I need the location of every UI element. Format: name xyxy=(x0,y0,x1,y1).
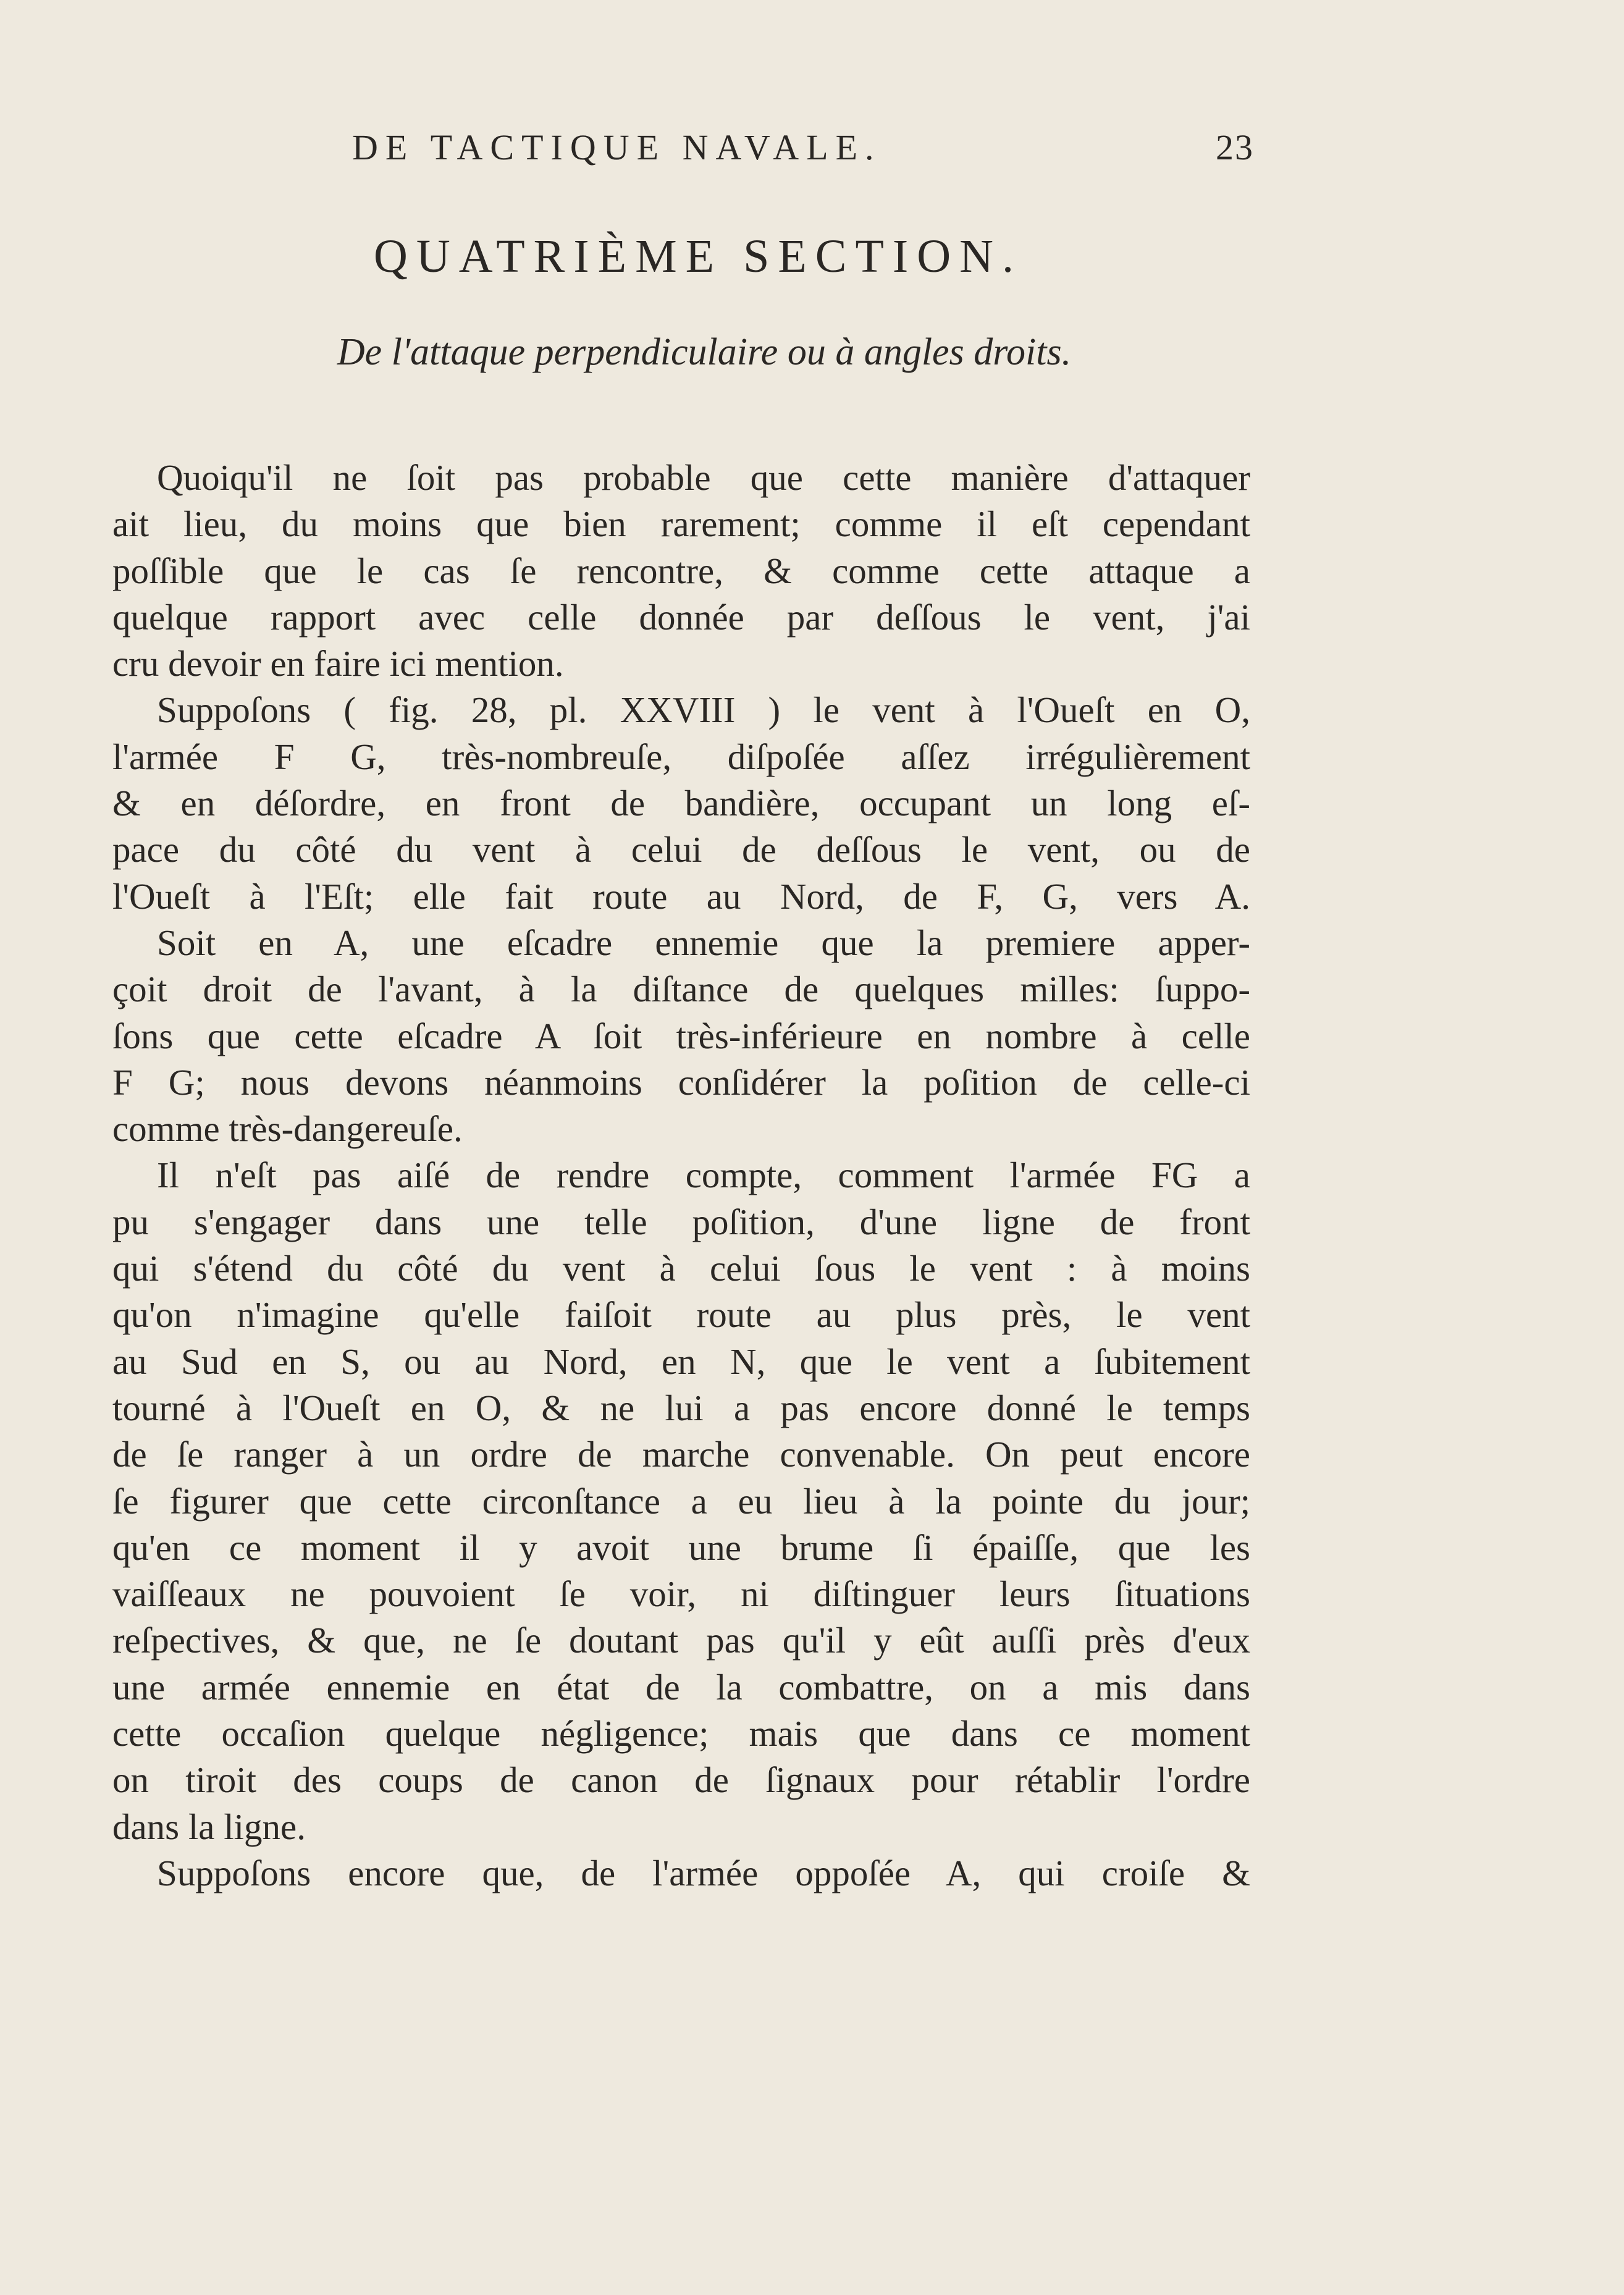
running-title: DE TACTIQUE NAVALE. xyxy=(352,127,881,167)
text-line: Soit en A, une eſcadre ennemie que la premiere apper- xyxy=(157,922,1250,963)
text-line: cru devoir en faire ici mention. xyxy=(112,643,564,684)
text-line: Il n'eſt pas aiſé de rendre compte, comment l'armée FG a xyxy=(157,1155,1250,1196)
text-line: F G; nous devons néanmoins conſidérer la poſition de celle-ci xyxy=(112,1061,1250,1103)
text-line: l'Oueſt à l'Eſt; elle fait route au Nord, de F, G, vers A. xyxy=(112,875,1250,917)
text-line: pace du côté du vent à celui de deſſous le vent, ou de xyxy=(112,829,1250,870)
text-line: qu'en ce moment il y avoit une brume ſi épaiſſe, que les xyxy=(112,1526,1250,1568)
page-number: 23 xyxy=(1216,127,1254,167)
section-subtitle: De l'attaque perpendiculaire ou à angles droits. xyxy=(337,331,1072,373)
text-line: qui s'étend du côté du vent à celui ſous le vent : à moins xyxy=(112,1248,1250,1289)
text-line: ſe figurer que cette circonſtance a eu lieu à la pointe du jour; xyxy=(112,1480,1250,1522)
text-line: Suppoſons encore que, de l'armée oppoſée A, qui croiſe & xyxy=(157,1852,1250,1893)
section-title: QUATRIÈME SECTION. xyxy=(374,230,1022,282)
body-text xyxy=(112,455,1250,1897)
text-line: de ſe ranger à un ordre de marche convenable. On peut encore xyxy=(112,1434,1250,1475)
text-line: une armée ennemie en état de la combattre, on a mis dans xyxy=(112,1666,1250,1708)
text-line: qu'on n'imagine qu'elle faiſoit route au plus près, le vent xyxy=(112,1294,1250,1336)
text-line: Suppoſons ( fig. 28, pl. XXVIII ) le vent à l'Oueſt en O, xyxy=(157,689,1250,731)
text-line: comme très-dangereuſe. xyxy=(112,1108,463,1150)
text-line: ſons que cette eſcadre A ſoit très-inférieure en nombre à celle xyxy=(112,1015,1250,1056)
text-line: cette occaſion quelque négligence; mais que dans ce moment xyxy=(112,1713,1250,1754)
text-line: poſſible que le cas ſe rencontre, & comme cette attaque a xyxy=(112,550,1250,591)
text-line: çoit droit de l'avant, à la diſtance de quelques milles: ſuppo- xyxy=(112,969,1250,1010)
text-line: quelque rapport avec celle donnée par deſſous le vent, j'ai xyxy=(112,596,1250,638)
text-line: vaiſſeaux ne pouvoient ſe voir, ni diſtinguer leurs ſituations xyxy=(112,1573,1250,1615)
text-line: ait lieu, du moins que bien rarement; comme il eſt cependant xyxy=(112,503,1250,545)
text-line: reſpectives, & que, ne ſe doutant pas qu'il y eût auſſi près d'eux xyxy=(112,1620,1250,1661)
text-line: l'armée F G, très-nombreuſe, diſpoſée aſſez irrégulièrement xyxy=(112,736,1250,777)
text-line: & en déſordre, en front de bandière, occupant un long eſ- xyxy=(112,783,1250,824)
text-line: au Sud en S, ou au Nord, en N, que le vent a ſubitement xyxy=(112,1341,1250,1382)
text-line: Quoiqu'il ne ſoit pas probable que cette manière d'attaquer xyxy=(157,457,1250,498)
text-line: tourné à l'Oueſt en O, & ne lui a pas encore donné le temps xyxy=(112,1387,1250,1428)
text-line: pu s'engager dans une telle poſition, d'une ligne de front xyxy=(112,1201,1250,1242)
running-header xyxy=(352,127,1254,170)
text-line: dans la ligne. xyxy=(112,1806,306,1847)
text-line: on tiroit des coups de canon de ſignaux pour rétablir l'ordre xyxy=(112,1759,1250,1801)
